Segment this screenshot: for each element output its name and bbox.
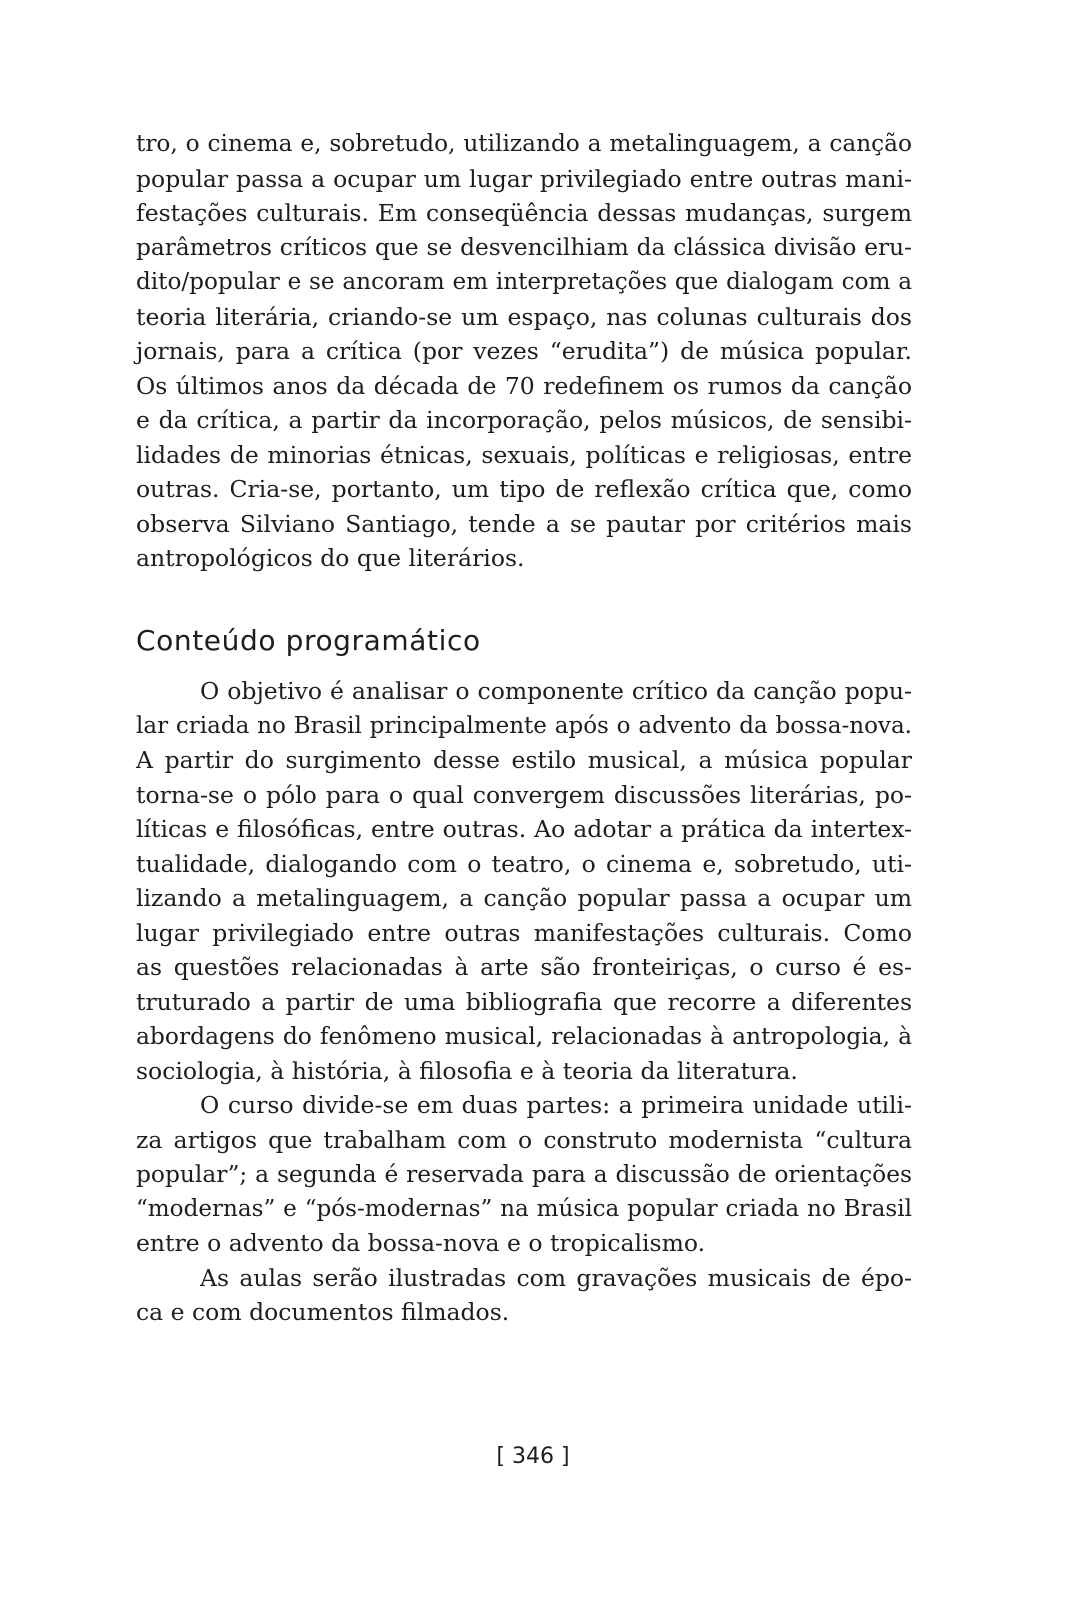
text-line: lugar privilegiado entre outras manifestações culturais. Como xyxy=(136,918,912,947)
text-line: parâmetros críticos que se desvencilhiam da clássica divisão eru- xyxy=(136,233,912,261)
text-line: outras. Cria-se, portanto, um tipo de reflexão crítica que, como xyxy=(136,475,912,503)
text-line: sociologia, à história, à filosofia e à teoria da literatura. xyxy=(136,1056,798,1085)
text-line: O curso divide-se em duas partes: a primeira unidade utili- xyxy=(200,1091,912,1119)
text-line: truturado a partir de uma bibliografia que recorre a diferentes xyxy=(136,987,912,1016)
paragraph-objective xyxy=(136,674,912,1088)
text-line: torna-se o pólo para o qual convergem discussões literárias, po- xyxy=(136,780,912,809)
text-line: antropológicos do que literários. xyxy=(136,544,525,572)
intro-text-block xyxy=(136,127,912,576)
text-line: As aulas serão ilustradas com gravações musicais de épo- xyxy=(200,1263,912,1292)
text-line: tro, o cinema e, sobretudo, utilizando a metalinguagem, a canção xyxy=(136,130,912,157)
text-line: popular passa a ocupar um lugar privilegiado entre outras mani- xyxy=(136,164,912,193)
section-heading: Conteúdo programático xyxy=(136,624,481,657)
text-line: dito/popular e se ancoram em interpretações que dialogam com a xyxy=(136,269,912,295)
paragraph-course-structure xyxy=(136,1088,912,1261)
text-line: za artigos que trabalham com o construto modernista “cultura xyxy=(136,1125,912,1154)
text-line: festações culturais. Em conseqüência dessas mudanças, surgem xyxy=(136,199,912,227)
text-line: entre o advento da bossa-nova e o tropicalismo. xyxy=(136,1229,706,1257)
paragraph-classes xyxy=(136,1261,912,1330)
text-line: e da crítica, a partir da incorporação, pelos músicos, de sensibi- xyxy=(136,406,912,434)
text-line: teoria literária, criando-se um espaço, nas colunas culturais dos xyxy=(136,302,912,331)
text-line: ca e com documentos filmados. xyxy=(136,1298,510,1326)
text-line: líticas e filosóficas, entre outras. Ao adotar a prática da intertex- xyxy=(136,815,912,843)
text-line: A partir do surgimento desse estilo musical, a música popular xyxy=(136,746,912,774)
intro-paragraph xyxy=(136,127,912,576)
text-line: lar criada no Brasil principalmente após o advento da bossa-nova. xyxy=(136,712,912,739)
text-line: lizando a metalinguagem, a canção popular passa a ocupar um xyxy=(136,884,912,912)
text-line: tualidade, dialogando com o teatro, o cinema e, sobretudo, uti- xyxy=(136,849,912,878)
text-line: O objetivo é analisar o componente crítico da canção popu- xyxy=(200,677,912,705)
text-line: Os últimos anos da década de 70 redefinem os rumos da canção xyxy=(136,371,912,400)
text-line: as questões relacionadas à arte são fronteiriças, o curso é es- xyxy=(136,953,912,981)
text-line: lidades de minorias étnicas, sexuais, políticas e religiosas, entre xyxy=(136,440,912,469)
page-number: [ 346 ] xyxy=(496,1444,570,1469)
text-line: popular”; a segunda é reservada para a discussão de orientações xyxy=(136,1160,912,1188)
text-line: “modernas” e “pós-modernas” na música popular criada no Brasil xyxy=(136,1195,912,1222)
text-line: jornais, para a crítica (por vezes “erudita”) de música popular. xyxy=(136,337,912,365)
section-text-block xyxy=(136,674,912,1330)
text-line: observa Silviano Santiago, tende a se pautar por critérios mais xyxy=(136,509,912,538)
text-line: abordagens do fenômeno musical, relacionadas à antropologia, à xyxy=(136,1022,912,1050)
